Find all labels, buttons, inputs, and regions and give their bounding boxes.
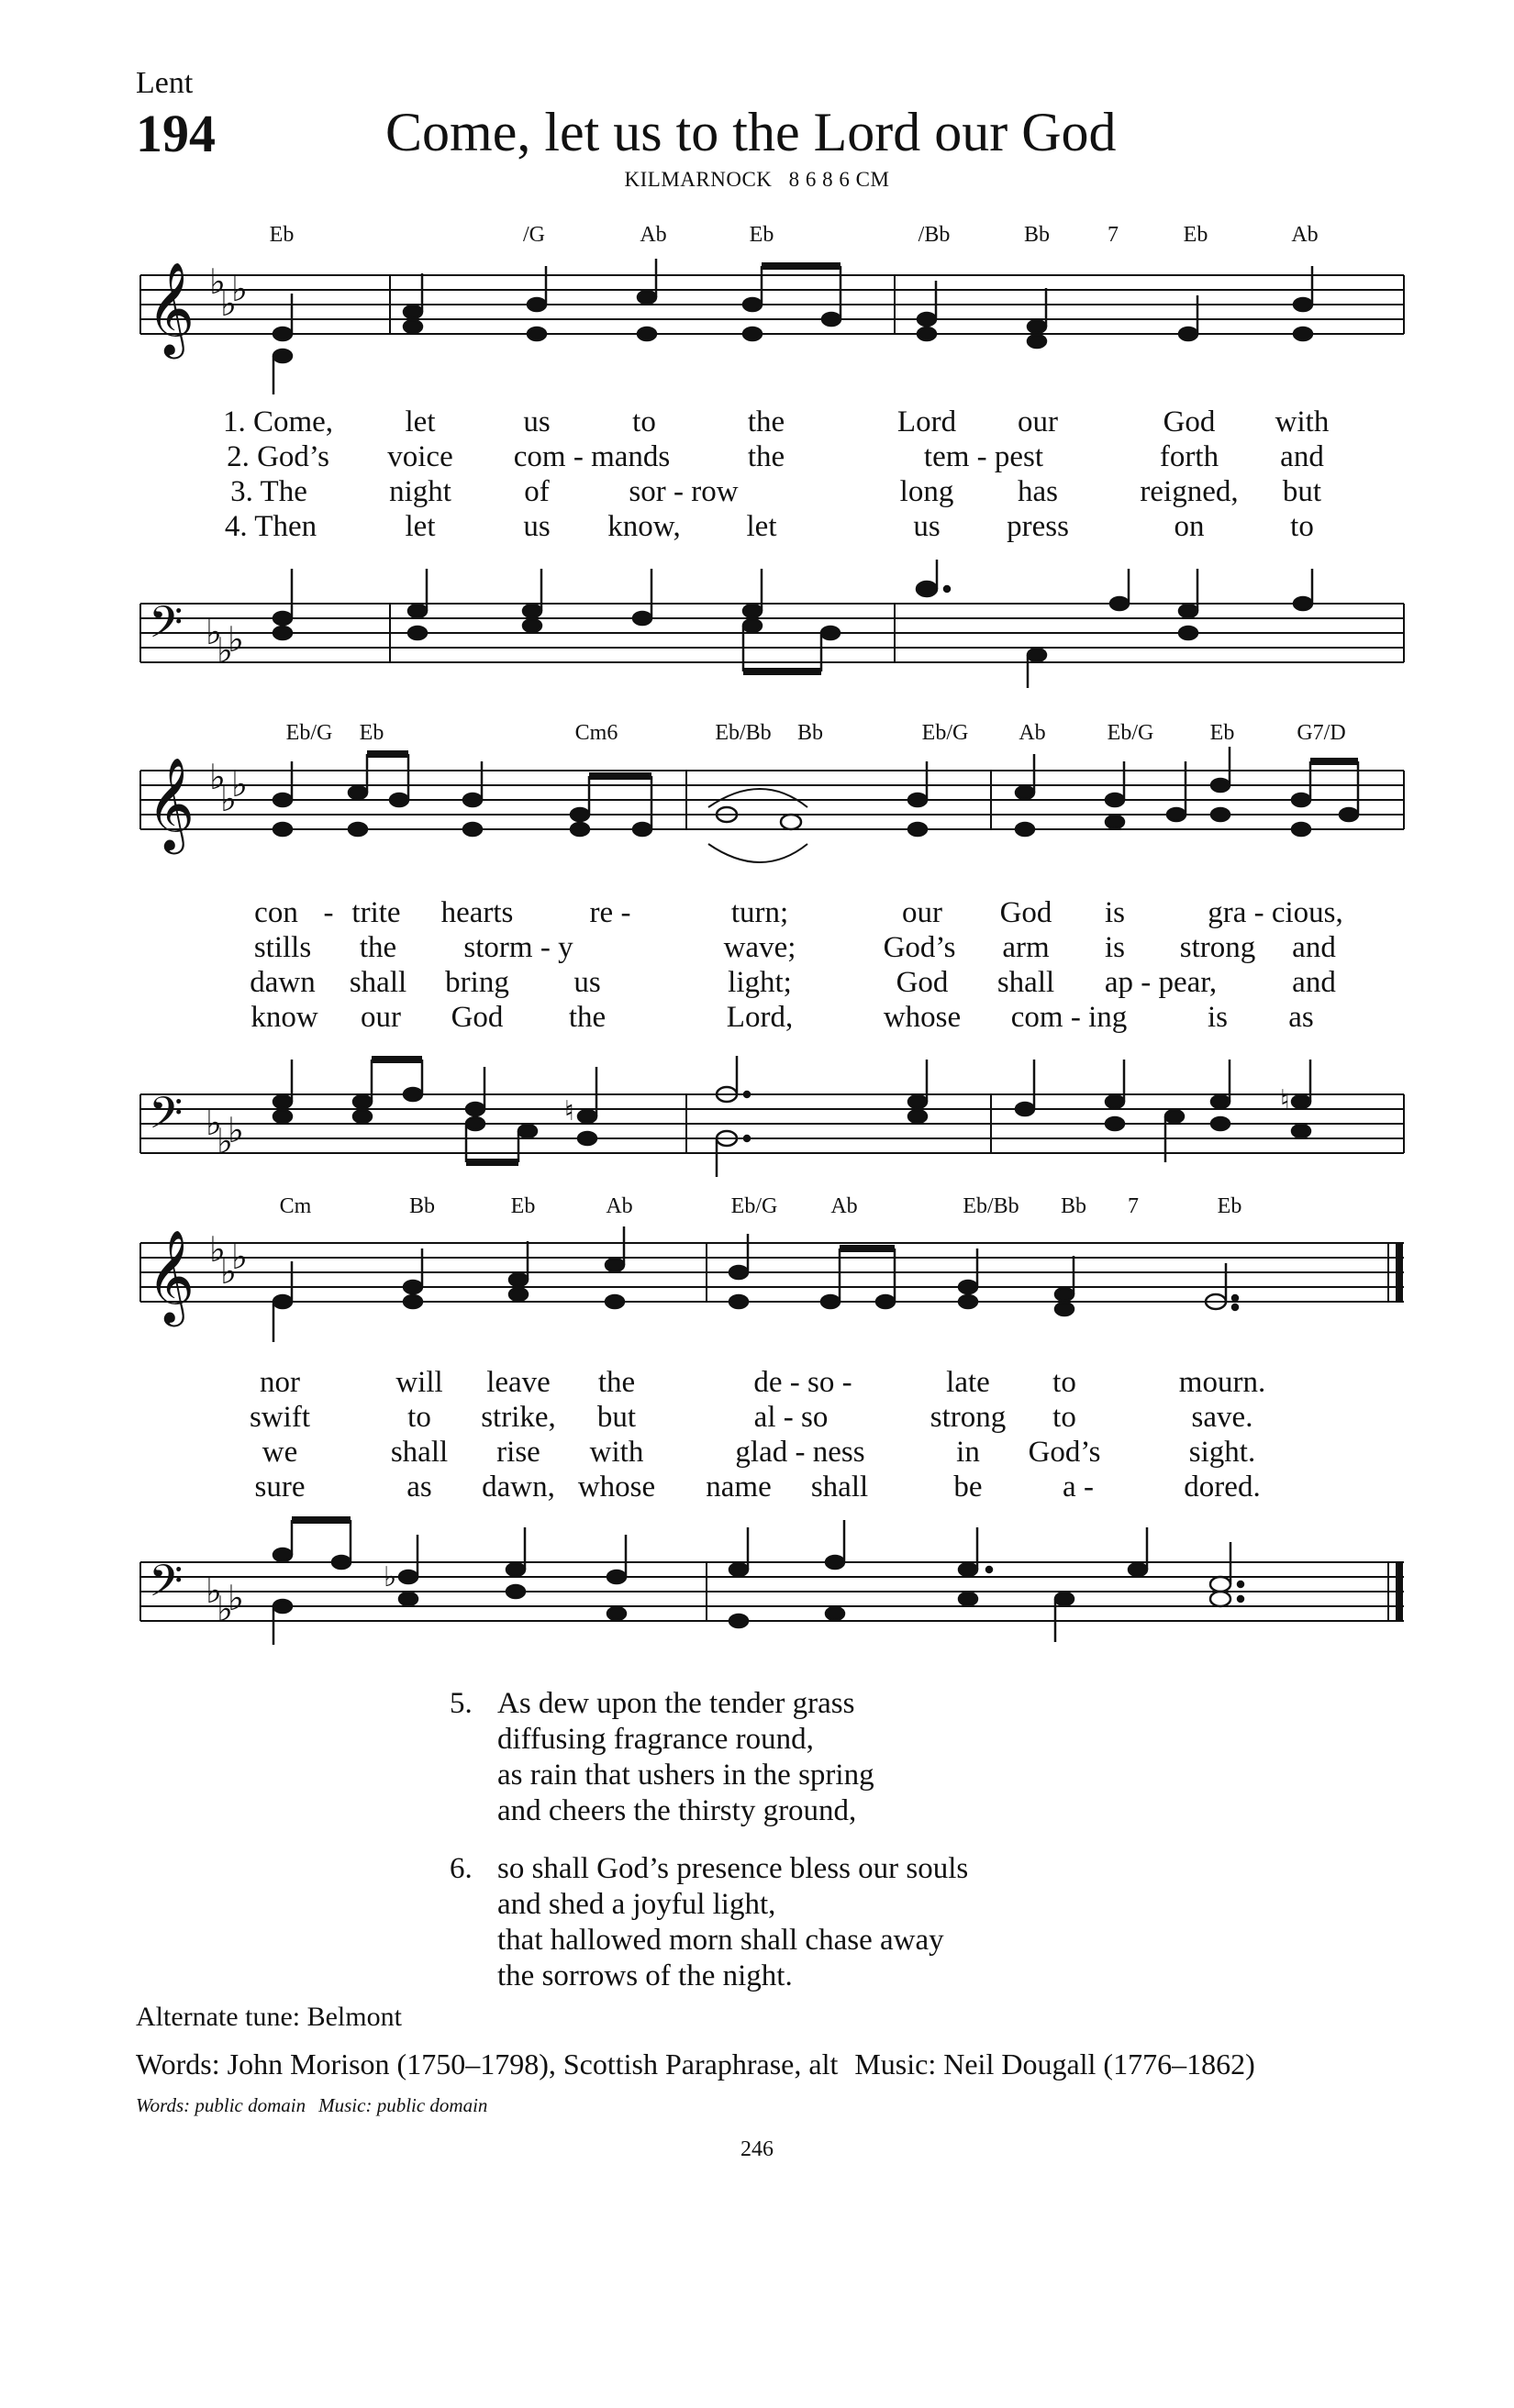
chord-symbol: Ab: [830, 1194, 858, 1218]
treble-staff-1: [0, 261, 1514, 413]
lyric-syllable: de - so -: [753, 1366, 852, 1399]
lyric-syllable: God’s: [883, 931, 956, 964]
lyric-syllable: the: [597, 1366, 636, 1399]
stanza-line: that hallowed morn shall chase away: [497, 1924, 944, 1957]
stanza-line: and cheers the thirsty ground,: [497, 1794, 857, 1827]
lyrics-block-1: [0, 405, 1514, 552]
chord-symbol: G7/D: [1297, 721, 1346, 745]
svg-text:♭: ♭: [384, 1562, 397, 1592]
lyric-syllable: late: [946, 1366, 990, 1399]
svg-text:♭: ♭: [231, 766, 248, 805]
lyric-syllable: 1. Come,: [222, 405, 334, 438]
lyric-syllable: to: [1290, 510, 1314, 543]
chord-symbol: Eb: [749, 223, 774, 247]
page-number: 246: [740, 2137, 774, 2161]
svg-text:♭: ♭: [209, 759, 226, 797]
lyric-syllable: of: [524, 475, 550, 508]
stanza-6: [450, 1851, 968, 1994]
lyric-syllable: 4. Then: [224, 510, 317, 543]
lyric-syllable: God: [896, 966, 949, 999]
lyric-syllable: has: [1018, 475, 1058, 508]
lyric-syllable: sor - row: [629, 475, 739, 508]
lyrics-block-2: [0, 896, 1514, 1043]
alternate-tune: Alternate tune: Belmont: [136, 2002, 402, 2032]
lyric-syllable: know: [250, 1001, 318, 1034]
lyric-syllable: us: [523, 510, 551, 543]
lyric-syllable: name: [706, 1470, 772, 1504]
chord-symbol: Bb: [796, 721, 824, 745]
lyric-syllable: trite: [351, 896, 401, 929]
lyric-syllable: God: [451, 1001, 504, 1034]
lyric-syllable: con: [254, 896, 298, 929]
lyric-syllable: com - mands: [513, 440, 671, 473]
lyric-syllable: forth: [1159, 440, 1219, 473]
chord-symbol: Eb: [359, 721, 384, 745]
lyrics-block-3: [0, 1366, 1514, 1513]
chord-symbol: Cm: [279, 1194, 312, 1218]
svg-text:𝄢: 𝄢: [149, 1087, 184, 1149]
tune-meter: 8 6 8 6 CM: [788, 168, 890, 191]
lyric-syllable: us: [573, 966, 601, 999]
chord-symbol: Eb/Bb: [715, 721, 772, 745]
lyric-syllable: 2. God’s: [227, 440, 329, 473]
music-credit: Music: Neil Dougall (1776–1862): [854, 2047, 1255, 2081]
svg-text:♭: ♭: [231, 271, 248, 309]
svg-text:♭: ♭: [209, 1231, 226, 1270]
lyric-syllable: leave: [486, 1366, 551, 1399]
lyric-syllable: to: [1052, 1401, 1076, 1434]
verse-1-line: [0, 896, 1514, 931]
lyric-syllable: reigned,: [1140, 475, 1239, 508]
stanza-line: so shall God’s presence bless our souls: [497, 1852, 969, 1885]
chord-symbol: Eb/G: [1107, 721, 1154, 745]
rights-line: [136, 2094, 487, 2117]
lyric-syllable: as: [406, 1470, 432, 1504]
lyric-syllable: and: [1292, 931, 1336, 964]
lyric-syllable: nor: [260, 1366, 300, 1399]
lyric-syllable: but: [1282, 475, 1322, 508]
verse-4-line: [0, 1001, 1514, 1036]
svg-text:♭: ♭: [206, 614, 222, 652]
lyric-syllable: stills: [253, 931, 312, 964]
lyric-syllable: sight.: [1188, 1436, 1256, 1469]
svg-text:♭: ♭: [217, 632, 233, 671]
lyric-syllable: press: [1007, 510, 1069, 543]
chord-symbol: Eb: [1209, 721, 1235, 745]
hymn-title: Come, let us to the Lord our God: [385, 102, 1117, 162]
lyric-syllable: be: [953, 1470, 983, 1504]
lyric-syllable: us: [523, 405, 551, 438]
chord-symbol: Eb: [1217, 1194, 1242, 1218]
svg-text:♭: ♭: [217, 1123, 233, 1161]
chord-symbol: Eb: [269, 223, 295, 247]
chord-symbol: Ab: [640, 223, 667, 247]
lyric-syllable: mourn.: [1178, 1366, 1266, 1399]
extra-stanzas: [450, 1686, 968, 2016]
lyric-syllable: with: [1275, 405, 1330, 438]
lyric-syllable: we: [262, 1436, 298, 1469]
chord-symbol: Eb/G: [730, 1194, 778, 1218]
lyric-syllable: strike,: [481, 1401, 556, 1434]
stanza-number: 5.: [450, 1687, 473, 1720]
lyric-syllable: tem - pest: [923, 440, 1044, 473]
lyric-syllable: re -: [589, 896, 631, 929]
words-credit: Words: John Morison (1750–1798), Scottish Paraphrase, alt: [136, 2047, 839, 2081]
verse-1-line: [0, 405, 1514, 440]
lyric-syllable: the: [359, 931, 397, 964]
chord-symbol: Bb: [1060, 1194, 1087, 1218]
tune-name: KILMARNOCK: [624, 168, 773, 191]
lyric-syllable: wave;: [723, 931, 796, 964]
svg-text:♭: ♭: [228, 1580, 244, 1618]
stanza-line: as rain that ushers in the spring: [497, 1759, 874, 1792]
lyric-syllable: rise: [496, 1436, 540, 1469]
bass-staff-1: [0, 569, 1514, 688]
lyric-syllable: is: [1104, 931, 1126, 964]
lyric-syllable: whose: [577, 1470, 656, 1504]
bass-staff-3: [0, 1527, 1514, 1647]
chord-symbol: /Bb: [918, 223, 951, 247]
stanza-5: [450, 1686, 968, 1829]
lyric-syllable: -: [323, 896, 334, 929]
lyric-syllable: al - so: [753, 1401, 829, 1434]
chord-symbol: Cm6: [574, 721, 618, 745]
lyric-syllable: the: [747, 405, 785, 438]
lyric-syllable: is: [1207, 1001, 1229, 1034]
lyric-syllable: whose: [883, 1001, 962, 1034]
verse-3-line: [0, 475, 1514, 510]
lyric-syllable: in: [956, 1436, 980, 1469]
stanza-number: 6.: [450, 1852, 473, 1885]
chord-symbol: Ab: [1291, 223, 1319, 247]
lyric-syllable: hearts: [440, 896, 514, 929]
lyric-syllable: to: [632, 405, 656, 438]
lyric-syllable: let: [746, 510, 777, 543]
lyric-syllable: God: [1163, 405, 1216, 438]
verse-2-line: [0, 1401, 1514, 1436]
lyric-syllable: Lord,: [726, 1001, 794, 1034]
tune-line: [0, 168, 1514, 192]
lyric-syllable: us: [913, 510, 941, 543]
lyric-syllable: glad - ness: [735, 1436, 865, 1469]
lyric-syllable: a -: [1063, 1470, 1094, 1504]
lyric-syllable: dawn: [250, 966, 316, 999]
lyric-syllable: long: [899, 475, 954, 508]
chord-symbol: Bb: [408, 1194, 436, 1218]
lyric-syllable: the: [568, 1001, 607, 1034]
svg-text:♭: ♭: [209, 263, 226, 302]
treble-staff-2: [0, 756, 1514, 908]
svg-text:♭: ♭: [217, 1591, 233, 1629]
lyric-syllable: as: [1288, 1001, 1314, 1034]
chord-symbol: Eb/Bb: [963, 1194, 1019, 1218]
lyric-syllable: bring: [445, 966, 509, 999]
lyric-syllable: let: [405, 405, 436, 438]
lyric-syllable: 3. The: [230, 475, 307, 508]
svg-text:𝄞: 𝄞: [147, 756, 195, 850]
lyric-syllable: our: [1018, 405, 1058, 438]
verse-1-line: [0, 1366, 1514, 1401]
lyric-syllable: dored.: [1184, 1470, 1261, 1504]
lyric-syllable: shall: [390, 1436, 449, 1469]
lyric-syllable: will: [395, 1366, 443, 1399]
lyric-syllable: but: [596, 1401, 637, 1434]
lyric-syllable: Lord: [896, 405, 957, 438]
lyric-syllable: storm - y: [463, 931, 573, 964]
verse-4-line: [0, 1470, 1514, 1505]
lyric-syllable: night: [389, 475, 451, 508]
lyric-syllable: strong: [930, 1401, 1007, 1434]
stanza-line: the sorrows of the night.: [497, 1959, 793, 1992]
lyric-syllable: and: [1292, 966, 1336, 999]
lyric-syllable: our: [361, 1001, 401, 1034]
lyric-syllable: shall: [349, 966, 407, 999]
lyric-syllable: the: [747, 440, 785, 473]
lyric-syllable: arm: [1002, 931, 1050, 964]
lyric-syllable: com - ing: [1010, 1001, 1128, 1034]
verse-3-line: [0, 966, 1514, 1001]
treble-staff-3: [0, 1228, 1514, 1381]
chord-symbol: Ab: [606, 1194, 633, 1218]
lyric-syllable: know,: [607, 510, 681, 543]
hymn-number: 194: [136, 104, 216, 163]
svg-text:𝄢: 𝄢: [149, 1555, 184, 1617]
lyric-syllable: God’s: [1028, 1436, 1101, 1469]
svg-text:𝄞: 𝄞: [147, 1228, 195, 1323]
lyric-syllable: ap - pear,: [1104, 966, 1218, 999]
svg-text:𝄞: 𝄞: [147, 261, 195, 355]
music-rights: Music: public domain: [318, 2094, 488, 2116]
chord-symbol: Ab: [1019, 721, 1046, 745]
lyric-syllable: to: [407, 1401, 431, 1434]
chord-symbol: Eb/G: [285, 721, 333, 745]
chord-symbol: Eb/G: [921, 721, 969, 745]
svg-text:♭: ♭: [228, 1112, 244, 1150]
stanza-line: diffusing fragrance round,: [497, 1723, 814, 1756]
lyric-syllable: light;: [728, 966, 792, 999]
svg-text:♭: ♭: [220, 781, 237, 819]
lyric-syllable: with: [589, 1436, 644, 1469]
chord-row-1: [0, 223, 1514, 256]
stanza-line: and shed a joyful light,: [497, 1888, 776, 1921]
chord-row-3: [0, 1194, 1514, 1227]
svg-text:♭: ♭: [206, 1572, 222, 1611]
lyric-syllable: swift: [250, 1401, 310, 1434]
lyric-syllable: and: [1280, 440, 1324, 473]
lyric-syllable: God: [999, 896, 1052, 929]
svg-text:♭: ♭: [231, 1238, 248, 1277]
stanza-line: As dew upon the tender grass: [497, 1687, 855, 1720]
chord-symbol: Eb: [510, 1194, 536, 1218]
verse-4-line: [0, 510, 1514, 545]
svg-text:♮: ♮: [1280, 1085, 1290, 1115]
chord-symbol: 7: [1108, 223, 1119, 247]
chord-symbol: /G: [523, 223, 545, 247]
lyric-syllable: let: [405, 510, 436, 543]
svg-text:♭: ♭: [220, 285, 237, 324]
section-label: Lent: [136, 66, 194, 100]
chord-symbol: 7: [1128, 1194, 1139, 1218]
lyric-syllable: is: [1104, 896, 1126, 929]
chord-symbol: Eb: [1183, 223, 1208, 247]
svg-text:♭: ♭: [228, 621, 244, 660]
verse-2-line: [0, 931, 1514, 966]
lyric-syllable: shall: [996, 966, 1055, 999]
lyric-syllable: dawn,: [482, 1470, 555, 1504]
words-rights: Words: public domain: [136, 2094, 306, 2116]
lyric-syllable: shall: [810, 1470, 869, 1504]
chord-symbol: Bb: [1023, 223, 1051, 247]
credits-line: [136, 2047, 1255, 2081]
lyric-syllable: strong: [1179, 931, 1256, 964]
svg-text:♭: ♭: [220, 1253, 237, 1292]
lyric-syllable: gra - cious,: [1208, 896, 1343, 929]
lyric-syllable: our: [902, 896, 942, 929]
lyric-syllable: on: [1174, 510, 1205, 543]
verse-2-line: [0, 440, 1514, 475]
lyric-syllable: save.: [1191, 1401, 1253, 1434]
svg-text:♮: ♮: [564, 1096, 574, 1126]
lyric-syllable: to: [1052, 1366, 1076, 1399]
svg-text:♭: ♭: [206, 1104, 222, 1143]
svg-text:𝄢: 𝄢: [149, 596, 184, 659]
lyric-syllable: voice: [387, 440, 453, 473]
chord-row-2: [0, 721, 1514, 754]
lyric-syllable: turn;: [730, 896, 789, 929]
bass-staff-2: [0, 1060, 1514, 1179]
verse-3-line: [0, 1436, 1514, 1470]
lyric-syllable: sure: [254, 1470, 306, 1504]
